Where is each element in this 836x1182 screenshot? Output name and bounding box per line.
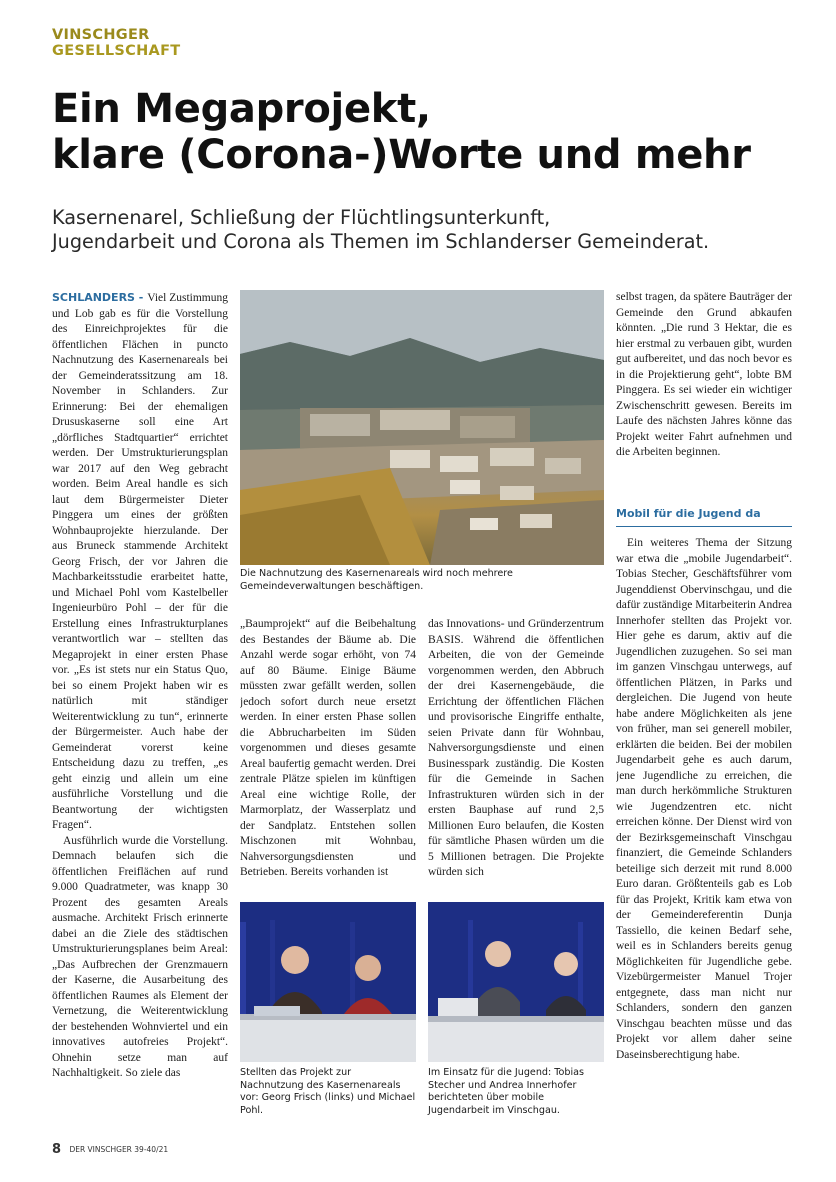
subheadline-line-2: Jugendarbeit und Corona als Themen im Schlanderser Gemeinderat. [52, 230, 710, 253]
article-column-3 [428, 617, 604, 892]
paragraph: „Baumprojekt“ auf die Beibehaltung des Bestandes der Bäume ab. Die Anzahl werde sogar erhöht, von 74 auf 80 Bäume. Einige Bäume müssten zwar gefällt werden, sollen jedoch sofort durch neue ersetzt werden. In einer ersten Phase sollen die Abbrucharbeiten im Süden vorgenommen und dieses gesamte Areal baufertig gemacht werden. Drei zentrale Plätze spielen im künftigen Areal eine wichtige Rolle, der Marmorplatz, der Wasserplatz und der Sandplatz. Entstehen sollen Mischzonen mit Wohnbau, Nahversorgungsdiensten und Betrieben. Bereits vorhanden ist [240, 618, 416, 878]
aerial-photo-illustration [240, 290, 604, 565]
paragraph: Ausführlich wurde die Vorstellung. Demnach belaufen sich die öffentlichen Freiflächen auf rund 9.000 Quadratmeter, was knapp 30 Prozent des gesamten Areals ausmache. Architekt Frisch erinnerte dabei an die Ziele des städtischen Umstrukturierungsplanes beim Areal: „Das Aufbrechen der Grenzmauern der Kaserne, die Ausarbeitung des öffentlichen Raumes als Element der Vernetzung, die Weiterentwicklung der bestehenden Wohnviertel und ein innovatives autofreies Projekt“. Ohnehin setze man auf Nachhaltigkeit. So ziele das [52, 834, 228, 1079]
paragraph: das Innovations- und Gründerzentrum BASIS. Während die öffentlichen Arbeiten, die von der Gemeinde vorgenommen werden, den Abbruch der drei Kasernengebäude, die Errichtung der öffentlichen Flächen und provisorische Eingriffe enthalte, seien Private dann für Wohnbau, Nahversorgungsdienste und einen Businesspark zuständig. Die Kosten für die Gemeinde in Sachen Infrastrukturen würden sich in der ersten Bauphase auf rund 2,5 Millionen Euro belaufen, die Kosten für sämtliche Phasen würden um die 5 Millionen betragen. Die Projekte würden sich [428, 618, 604, 878]
paragraph: Ein weiteres Thema der Sitzung war etwa die „mobile Jugendarbeit“. Tobias Stecher, Geschäftsführer vom Jugenddienst Obervinschgau, und die dafür zuständige Mitarbeiterin Andrea Innerhofer stellten das Projekt vor. Hier gehe es darum, aktiv auf die Jugendlichen zuzugehen. So sei man im ganzen Vinschgau unterwegs, auf öffentlichen Plätzen, in Parks und dergleichen. Die Jugend von heute habe andere Möglichkeiten als jene von früher, man sei generell mobiler, erklärten die beiden. Bei der mobilen Jugendarbeit gehe es auch darum, jene Jugendliche zu erreichen, die man durch herkömmliche Strukturen wie Jugendzentren etc. nicht erreichen könne. Der Dienst wird von der Bezirksgemeinschaft Vinschgau finanziert, die Gemeinde Schlanders beteilige sich derzeit mit rund 8.000 Euro daran. Größtenteils gab es Lob für das Projekt, Kritik kam etwa von der Gemeindereferentin Dunja Tassiello, die keinen Bedarf sehe, weil es in Schlanders bereits genug Möglichkeiten für Jugendliche gebe. Vizebürgermeister Manuel Trojer entgegnete, dass man nicht nur Schlanders, sondern den ganzen Vinschgau beachten müsse und das Projekt vor allem daher seine Daseinsberechtigung habe. [616, 537, 792, 1061]
publication-name: DER VINSCHGER 39-40/21 [69, 1145, 169, 1154]
photo-caption-youth-workers: Im Einsatz für die Jugend: Tobias Stecher und Andrea Innerhofer berichteten über mobile Jugendarbeit im Vinschgau. [428, 1067, 585, 1116]
article-column-2 [240, 617, 416, 892]
article-column-1 [52, 290, 228, 1128]
subheadline-line-1: Kasernenarel, Schließung der Flüchtlingsunterkunft, [52, 206, 551, 229]
photo-caption-presenters: Stellten das Projekt zur Nachnutzung des Kasernenareals vor: Georg Frisch (links) und Michael Pohl. [240, 1067, 416, 1116]
section-kicker [52, 27, 180, 59]
page-footer [52, 1142, 168, 1157]
aerial-photo-kasernenareal [240, 290, 604, 565]
headline [52, 86, 822, 178]
dateline: SCHLANDERS - [52, 291, 148, 304]
presenters-illustration [240, 902, 416, 1062]
page-number: 8 [52, 1142, 62, 1157]
paragraph-text: Viel Zustimmung und Lob gab es für die Vorstellung des Einreichprojektes für die öffentlichen Flächen in puncto Nachnutzung des Kasernenareals bei der Gemeinderatssitzung am 18. November in Schlanders. Zur Erinnerung: Bei der ehemaligen Drususkaserne soll eine Art „dörfliches Stadtquartier“ errichtet werden. Der Umstrukturierungsplan war 2017 auf den Weg gebracht worden. Beim Areal handle es sich laut dem Bürgermeister Dieter Pinggera um eines der größten Wohnbauprojekte hierzulande. Der aus Bruneck stammende Architekt Georg Frisch, der vor Jahren die Machbarkeitsstudie erarbeitet hatte, und Michael Pohl vom Kastelbeller Ingenieurbüro Pohl – der für die Erstellung eines Infrastrukturplanes verantwortlich war – stellten das Megaprojekt in einer ersten Phase vor. „Es ist stets nur ein Status Quo, bei so einem Projekt haben wir es natürlich mit ständiger Weiterentwicklung zu tun“, erinnerte der Bürgermeister. Auch habe der Gemeinderat vorerst keine Entscheidung dazu zu treffen, „es geht einzig und allein um eine ausführliche Vorstellung und die Beantwortung der wichtigsten Fragen“. [52, 292, 228, 831]
subheadline [52, 206, 822, 254]
photo-presenters-frisch-pohl [240, 902, 416, 1062]
paragraph [52, 290, 228, 834]
headline-line-2: klare (Corona-)Worte und mehr [52, 132, 751, 178]
article-column-4-continued [616, 536, 792, 1128]
photo-caption-main: Die Nachnutzung des Kasernenareals wird noch mehrere Gemeindeverwaltungen beschäftigen. [240, 568, 513, 592]
photo-youth-workers [428, 902, 604, 1062]
youth-workers-illustration [428, 902, 604, 1062]
section-subheading: Mobil für die Jugend da [616, 507, 792, 527]
paragraph: selbst tragen, da spätere Bauträger der Gemeinde den Grund abkaufen könnten. „Die rund 3 Hektar, die es hier erstmal zu verbauen gibt, wurden gut aufbereitet, und das noch bevor es in die Projektierung geht“, lobte BM Pinggera. Es sei wieder ein wichtiger Zwischenschritt gewesen. Bereits im Laufe des nächsten Jahres könne das Projekt weiter Fahrt aufnehmen und die Arbeiten beginnen. [616, 291, 792, 458]
kicker-line-1: VINSCHGER [52, 27, 150, 43]
headline-line-1: Ein Megaprojekt, [52, 86, 431, 132]
article-column-4 [616, 290, 792, 500]
kicker-line-2: GESELLSCHAFT [52, 43, 181, 59]
